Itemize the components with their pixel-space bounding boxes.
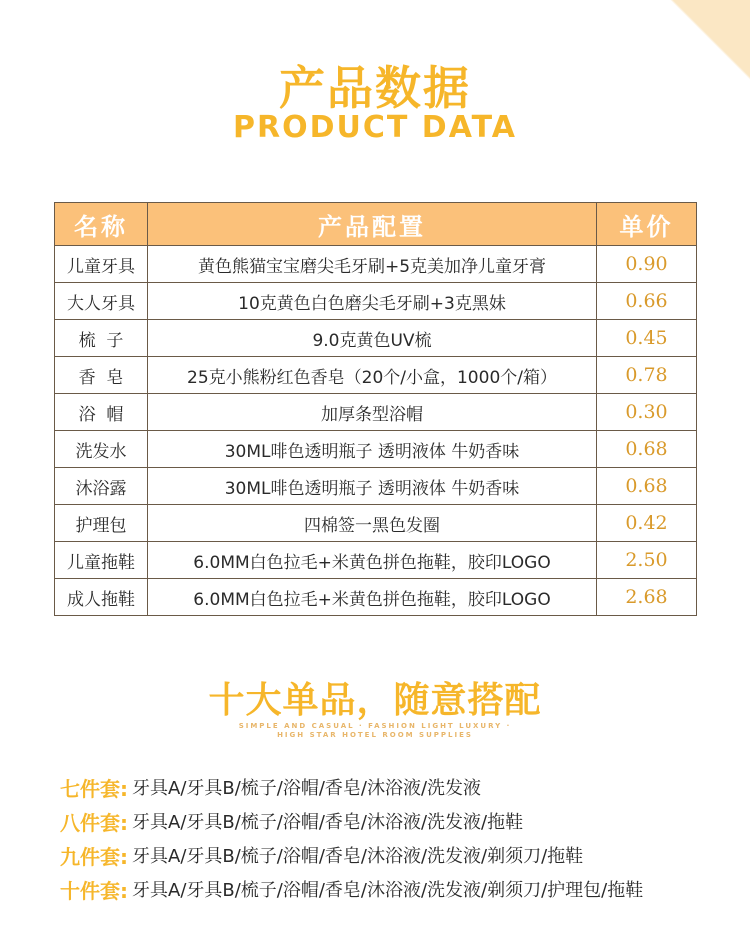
package-label: 十件套:	[60, 878, 128, 903]
header-name: 名称	[55, 203, 148, 246]
package-item	[60, 770, 643, 804]
table-row	[55, 542, 697, 579]
product-name: 沐浴露	[55, 468, 148, 505]
product-config: 6.0MM白色拉毛+米黄色拼色拖鞋，胶印LOGO	[148, 579, 597, 616]
table-row	[55, 283, 697, 320]
product-name: 护理包	[55, 505, 148, 542]
table-row	[55, 431, 697, 468]
package-contents: 牙具A/牙具B/梳子/浴帽/香皂/沐浴液/洗发液/剃须刀/护理包/拖鞋	[132, 880, 644, 901]
table-row	[55, 246, 697, 283]
package-list	[60, 770, 643, 906]
product-name: 梳 子	[55, 320, 148, 357]
table-row	[55, 320, 697, 357]
product-name: 大人牙具	[55, 283, 148, 320]
product-name: 儿童拖鞋	[55, 542, 148, 579]
product-name: 香 皂	[55, 357, 148, 394]
table-header-row	[55, 203, 697, 246]
tagline-line-2: HIGH STAR HOTEL ROOM SUPPLIES	[277, 731, 473, 739]
product-price: 0.42	[597, 505, 697, 542]
product-price: 2.50	[597, 542, 697, 579]
product-config: 四棉签一黑色发圈	[148, 505, 597, 542]
package-label: 八件套:	[60, 810, 128, 835]
product-table	[54, 202, 697, 616]
product-price: 0.30	[597, 394, 697, 431]
product-config: 6.0MM白色拉毛+米黄色拼色拖鞋，胶印LOGO	[148, 542, 597, 579]
header-config: 产品配置	[148, 203, 597, 246]
product-config: 10克黄色白色磨尖毛牙刷+3克黑妹	[148, 283, 597, 320]
table-row	[55, 579, 697, 616]
package-item	[60, 838, 643, 872]
header-price: 单价	[597, 203, 697, 246]
package-item	[60, 804, 643, 838]
table-row	[55, 505, 697, 542]
table-row	[55, 468, 697, 505]
product-config: 黄色熊猫宝宝磨尖毛牙刷+5克美加净儿童牙膏	[148, 246, 597, 283]
product-config: 30ML啡色透明瓶子 透明液体 牛奶香味	[148, 468, 597, 505]
package-contents: 牙具A/牙具B/梳子/浴帽/香皂/沐浴液/洗发液/拖鞋	[132, 812, 524, 833]
package-label: 九件套:	[60, 844, 128, 869]
package-contents: 牙具A/牙具B/梳子/浴帽/香皂/沐浴液/洗发液	[132, 778, 482, 799]
product-config: 加厚条型浴帽	[148, 394, 597, 431]
product-price: 0.68	[597, 431, 697, 468]
product-config: 30ML啡色透明瓶子 透明液体 牛奶香味	[148, 431, 597, 468]
product-price: 0.45	[597, 320, 697, 357]
product-price: 2.68	[597, 579, 697, 616]
product-name: 儿童牙具	[55, 246, 148, 283]
product-name: 洗发水	[55, 431, 148, 468]
tagline-line-1: SIMPLE AND CASUAL · FASHION LIGHT LUXURY ·	[238, 722, 512, 730]
package-label: 七件套:	[60, 776, 128, 801]
section-title: 十大单品，随意搭配	[208, 680, 542, 721]
page-subtitle: PRODUCT DATA	[233, 110, 517, 145]
table-row	[55, 394, 697, 431]
product-price: 0.66	[597, 283, 697, 320]
table-row	[55, 357, 697, 394]
product-price: 0.68	[597, 468, 697, 505]
package-item	[60, 872, 643, 906]
product-price: 0.90	[597, 246, 697, 283]
product-config: 9.0克黄色UV梳	[148, 320, 597, 357]
product-name: 浴 帽	[55, 394, 148, 431]
package-contents: 牙具A/牙具B/梳子/浴帽/香皂/沐浴液/洗发液/剃须刀/拖鞋	[132, 846, 584, 867]
product-price: 0.78	[597, 357, 697, 394]
product-name: 成人拖鞋	[55, 579, 148, 616]
section-tagline	[0, 722, 750, 740]
page-title: 产品数据	[279, 61, 471, 115]
product-config: 25克小熊粉红色香皂（20个/小盒，1000个/箱）	[148, 357, 597, 394]
